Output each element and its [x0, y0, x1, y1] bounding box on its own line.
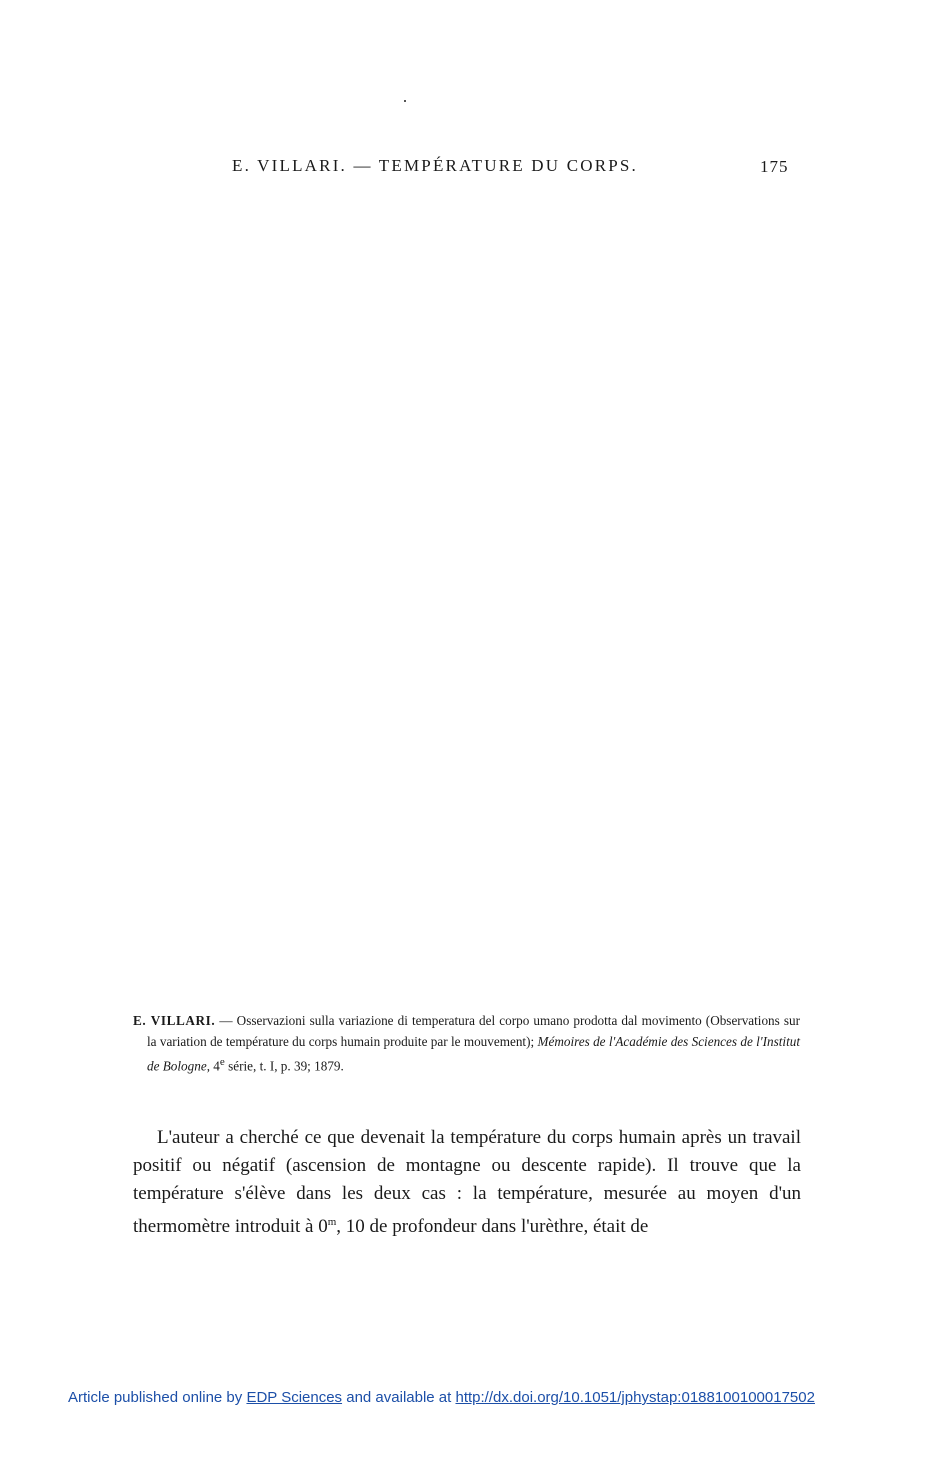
body-paragraph — [133, 1124, 801, 1241]
body-superscript: m — [327, 1216, 337, 1228]
reference-series-prefix: , 4 — [206, 1058, 220, 1074]
reference-series-sup: e — [219, 1056, 225, 1068]
print-speck — [404, 100, 406, 102]
body-text-part1: L'auteur a cherché ce que devenait la température du corps humain après un travail positif ou négatif (ascension de montagne ou descente rapide). Il trouve que la température s'élève dans les deux cas : la température, mesurée au moyen d'un thermomètre introduit à 0 — [133, 1127, 801, 1237]
running-header: E. VILLARI. — TEMPÉRATURE DU CORPS. — [232, 156, 639, 175]
footer-prefix: Article published online by — [68, 1389, 247, 1406]
page-number: 175 — [760, 157, 789, 176]
doi-link[interactable]: http://dx.doi.org/10.1051/jphystap:0188100100017502 — [455, 1389, 815, 1406]
reference-series-rest: série, t. I, p. 39; 1879. — [224, 1058, 344, 1074]
reference-dash: — — [215, 1013, 237, 1028]
reference-author: E. VILLARI. — [133, 1013, 216, 1028]
bibliographic-reference — [133, 1010, 800, 1076]
publication-footer — [68, 1389, 868, 1406]
footer-middle: and available at — [342, 1389, 456, 1406]
body-text-part2: , 10 de profondeur dans l'urèthre, était de — [336, 1216, 649, 1237]
reference-title: Osservazioni sulla variazione di temperatura del corpo umano prodotta dal movimento (Observations sur la variation de température du corps humain produite par le mouvement); — [147, 1013, 800, 1049]
publisher-link[interactable]: EDP Sciences — [246, 1389, 343, 1406]
reference-journal: Mémoires de l'Académie des Sciences de l'Institut de Bologne — [147, 1034, 800, 1074]
